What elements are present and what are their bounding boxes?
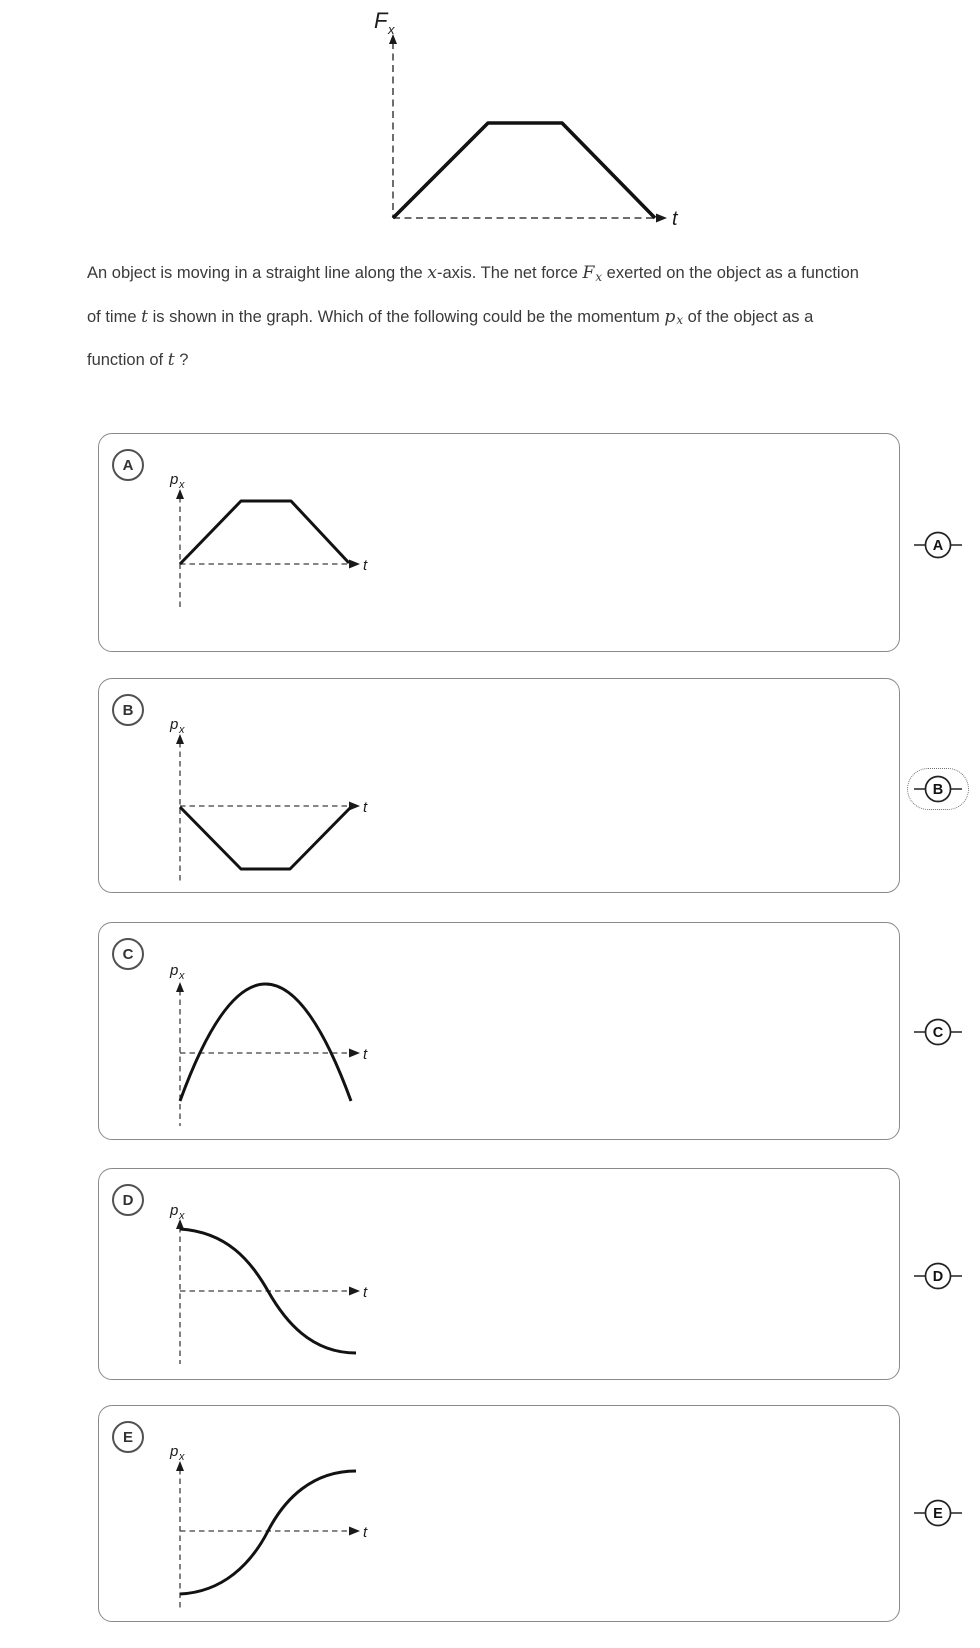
momentum-graph-a bbox=[99, 434, 399, 653]
force-time-graph bbox=[300, 0, 700, 235]
svg-text:C: C bbox=[932, 1025, 944, 1041]
svg-text:p: p bbox=[170, 471, 179, 488]
option-e-letter: E bbox=[122, 1428, 133, 1446]
option-a-letter: A bbox=[122, 456, 134, 474]
option-d-letter: D bbox=[122, 1191, 134, 1209]
svg-text:B: B bbox=[932, 782, 944, 798]
strikeout-option-b-button[interactable] bbox=[912, 774, 964, 804]
momentum-graph-e bbox=[99, 1406, 399, 1623]
svg-text:x: x bbox=[179, 1210, 185, 1222]
svg-text:x: x bbox=[179, 970, 185, 982]
svg-text:x: x bbox=[179, 1451, 185, 1463]
svg-text:t: t bbox=[363, 557, 368, 574]
strikeout-option-e-button[interactable] bbox=[912, 1498, 964, 1528]
svg-text:p: p bbox=[170, 962, 179, 979]
strikethrough-a-icon bbox=[912, 530, 964, 560]
answer-option-b[interactable] bbox=[98, 678, 900, 893]
momentum-graph-b bbox=[99, 679, 399, 894]
svg-text:x: x bbox=[388, 22, 395, 37]
strikeout-option-c-button[interactable] bbox=[912, 1017, 964, 1047]
svg-text:A: A bbox=[932, 538, 944, 554]
answer-option-c[interactable] bbox=[98, 922, 900, 1140]
svg-text:x: x bbox=[179, 479, 185, 491]
svg-text:t: t bbox=[363, 1046, 368, 1063]
svg-text:D: D bbox=[932, 1269, 944, 1285]
svg-text:t: t bbox=[363, 799, 368, 816]
svg-text:p: p bbox=[170, 716, 179, 733]
strikethrough-e-icon bbox=[912, 1498, 964, 1528]
strikethrough-c-icon bbox=[912, 1017, 964, 1047]
answer-option-a[interactable] bbox=[98, 433, 900, 652]
svg-text:t: t bbox=[672, 208, 678, 230]
strikethrough-b-icon bbox=[912, 774, 964, 804]
strikethrough-d-icon bbox=[912, 1261, 964, 1291]
svg-text:p: p bbox=[170, 1202, 179, 1219]
strikeout-option-d-button[interactable] bbox=[912, 1261, 964, 1291]
question-text: An object is moving in a straight line along the x-axis. The net force Fx exerted on the object as a function of time t is shown in the graph. Which of the following could be the momentum px of the object as a function of t ? bbox=[87, 263, 859, 371]
answer-option-e[interactable] bbox=[98, 1405, 900, 1622]
svg-text:E: E bbox=[933, 1506, 943, 1522]
momentum-graph-c bbox=[99, 923, 399, 1141]
option-c-letter: C bbox=[122, 945, 134, 963]
strikeout-option-a-button[interactable] bbox=[912, 530, 964, 560]
svg-text:t: t bbox=[363, 1524, 368, 1541]
momentum-graph-d bbox=[99, 1169, 399, 1381]
answer-option-d[interactable] bbox=[98, 1168, 900, 1380]
svg-text:t: t bbox=[363, 1284, 368, 1301]
svg-text:F: F bbox=[374, 8, 388, 33]
svg-text:x: x bbox=[179, 724, 185, 736]
option-b-letter: B bbox=[122, 701, 134, 719]
svg-text:p: p bbox=[170, 1443, 179, 1460]
